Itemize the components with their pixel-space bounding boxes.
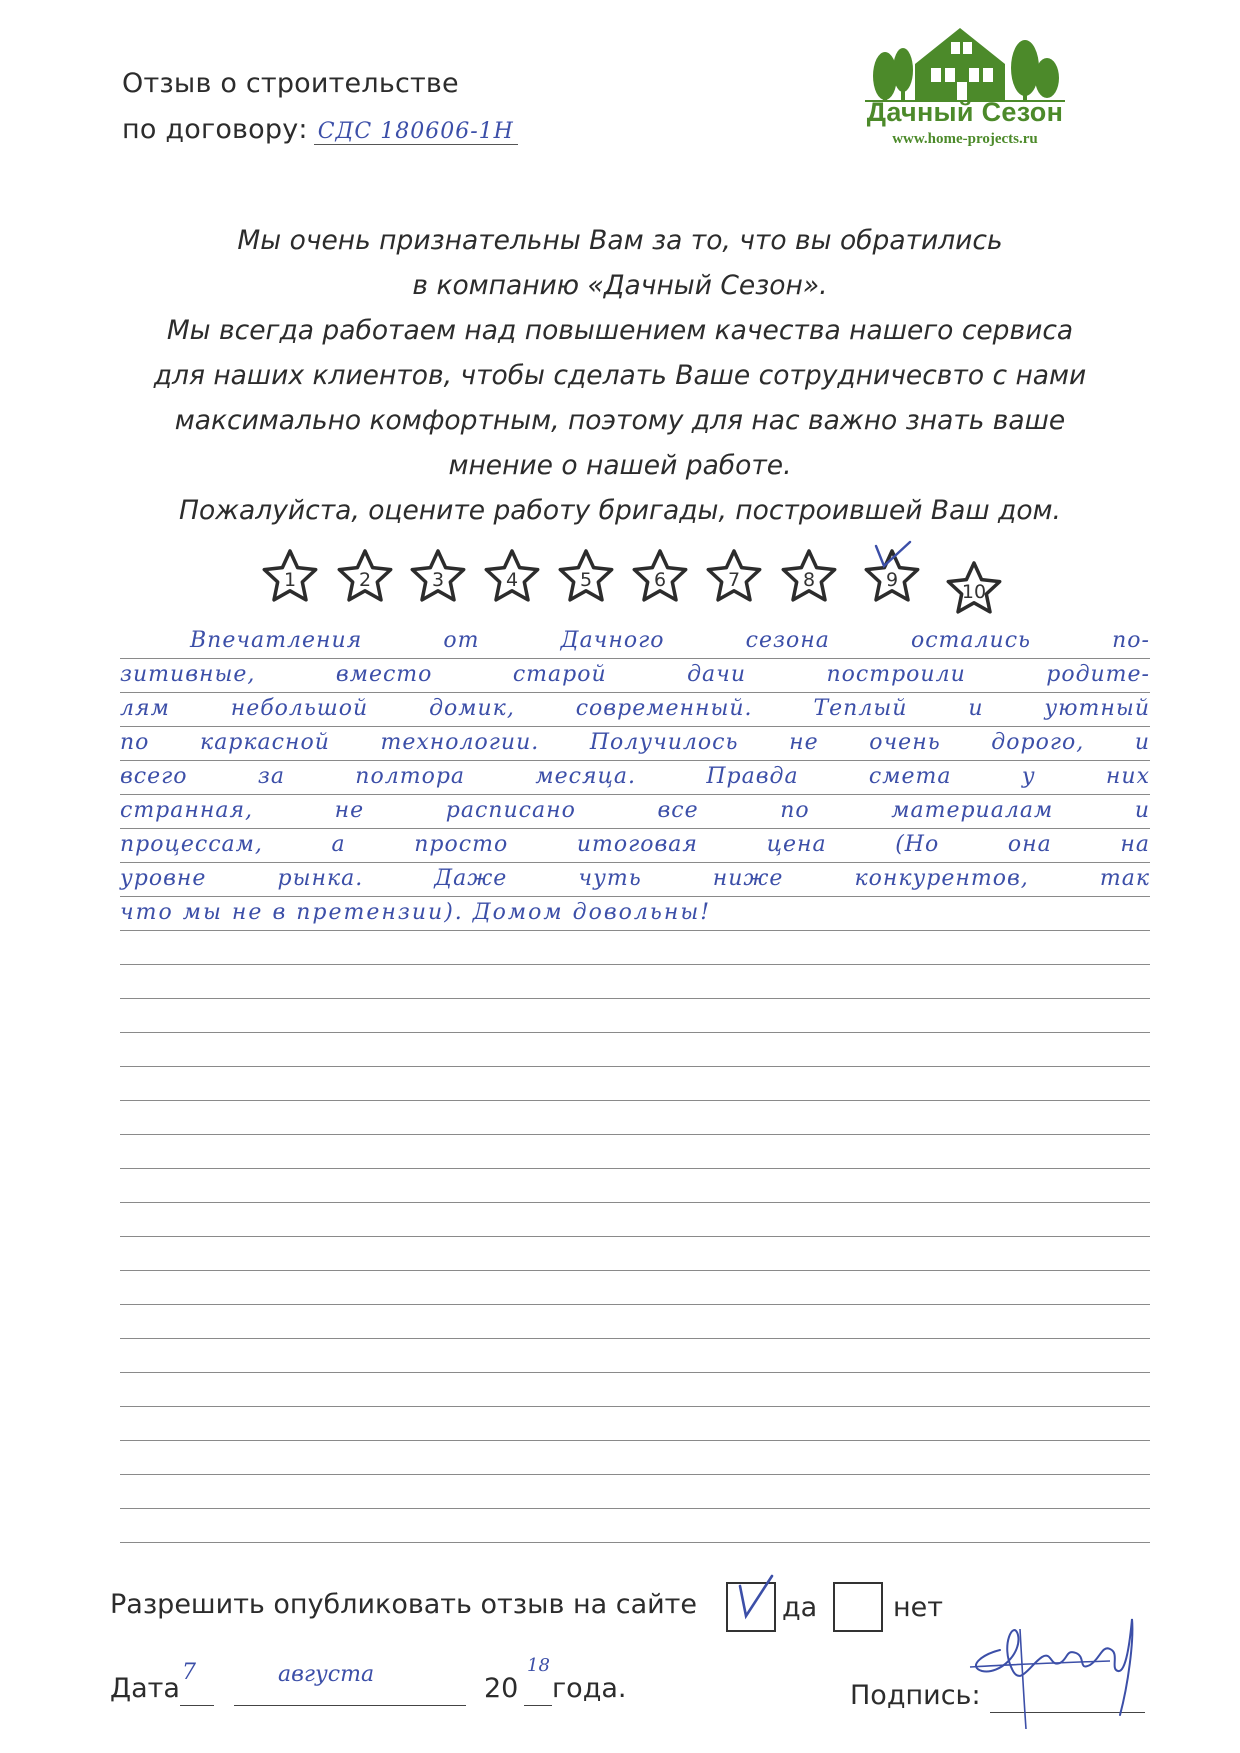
rule-line <box>120 896 1150 897</box>
rating-star-7[interactable] <box>704 548 764 608</box>
review-line: Впечатления от Дачного сезона остались по- <box>190 628 1150 653</box>
rule-line <box>120 1168 1150 1169</box>
rating-star-10[interactable] <box>944 560 1004 620</box>
consent-no-label: нет <box>893 1592 943 1623</box>
rule-line <box>120 1236 1150 1237</box>
review-line: что мы не в претензии). Домом довольны! <box>120 900 712 925</box>
rule-line <box>120 1508 1150 1509</box>
contract-line <box>122 114 518 145</box>
rating-star-label: 3 <box>431 569 445 591</box>
rule-line <box>120 1542 1150 1543</box>
rule-line <box>120 998 1150 999</box>
intro-line: Пожалуйста, оцените работу бригады, построившей Ваш дом. <box>179 495 1061 526</box>
rule-line <box>120 1100 1150 1101</box>
contract-label: по договору: <box>122 114 308 145</box>
rule-line <box>120 862 1150 863</box>
rating-star-6[interactable] <box>630 548 690 608</box>
intro-line: для наших клиентов, чтобы сделать Ваше сотрудничесвто с нами <box>153 360 1087 391</box>
rule-line <box>120 1032 1150 1033</box>
rule-line <box>120 1372 1150 1373</box>
rule-line <box>120 1066 1150 1067</box>
review-line: лям небольшой домик, современный. Теплый и уютный <box>120 696 1150 721</box>
rule-line <box>120 760 1150 761</box>
date-day: 7 <box>182 1660 196 1685</box>
rule-line <box>120 1304 1150 1305</box>
date-month: августа <box>278 1662 375 1687</box>
rating-star-label: 5 <box>579 569 593 591</box>
rule-line <box>120 1134 1150 1135</box>
intro-line: мнение о нашей работе. <box>448 450 792 481</box>
company-logo <box>865 24 1065 158</box>
rating-star-label: 2 <box>358 569 372 591</box>
rating-star-label: 8 <box>802 569 816 591</box>
rating-star-label: 7 <box>727 569 741 591</box>
rule-line <box>120 964 1150 965</box>
rating-star-8[interactable] <box>779 548 839 608</box>
house-trees-icon <box>865 24 1065 102</box>
company-url: www.home-projects.ru <box>892 131 1038 147</box>
rating-star-1[interactable] <box>260 548 320 608</box>
signature-label: Подпись: <box>850 1680 981 1711</box>
review-line: всего за полтора месяца. Правда смета у них <box>120 764 1150 789</box>
day-line <box>180 1705 214 1706</box>
year-prefix: 20 <box>484 1673 519 1704</box>
rating-star-2[interactable] <box>335 548 395 608</box>
date-year: 18 <box>527 1655 550 1676</box>
year-word: года. <box>552 1673 627 1704</box>
rule-line <box>120 1338 1150 1339</box>
rating-star-label: 10 <box>961 581 987 603</box>
publish-consent-label: Разрешить опубликовать отзыв на сайте <box>110 1589 697 1620</box>
rating-star-label: 6 <box>653 569 667 591</box>
review-line: уровне рынка. Даже чуть ниже конкурентов, так <box>120 866 1150 891</box>
consent-no-checkbox[interactable] <box>833 1582 883 1632</box>
review-line: зитивные, вместо старой дачи построили родите- <box>120 662 1150 687</box>
rating-star-3[interactable] <box>408 548 468 608</box>
signature-mark <box>960 1605 1140 1735</box>
rule-line <box>120 692 1150 693</box>
company-name: Дачный Сезон <box>866 97 1064 127</box>
rule-line <box>120 930 1150 931</box>
rating-star-5[interactable] <box>556 548 616 608</box>
intro-line: в компанию «Дачный Сезон». <box>412 270 828 301</box>
review-line: процессам, а просто итоговая цена (Но она на <box>120 832 1150 857</box>
rule-line <box>120 1406 1150 1407</box>
intro-line: максимально комфортным, поэтому для нас важно знать ваше <box>174 405 1066 436</box>
rule-line <box>120 1440 1150 1441</box>
check-mark-icon <box>736 1572 776 1622</box>
review-line: по каркасной технологии. Получилось не очень дорого, и <box>120 730 1150 755</box>
rule-line <box>120 1270 1150 1271</box>
intro-text <box>100 218 1140 533</box>
intro-line: Мы очень признательны Вам за то, что вы обратились <box>237 225 1003 256</box>
check-mark-icon <box>874 540 934 570</box>
contract-number: СДС 180606-1Н <box>314 119 518 145</box>
rule-line <box>120 794 1150 795</box>
rating-star-label: 9 <box>885 569 899 591</box>
rule-line <box>120 726 1150 727</box>
rule-line <box>120 658 1150 659</box>
consent-yes-label: да <box>782 1592 818 1623</box>
rule-line <box>120 828 1150 829</box>
rating-star-4[interactable] <box>482 548 542 608</box>
form-title: Отзыв о строительстве <box>122 68 459 99</box>
rule-line <box>120 1202 1150 1203</box>
rule-line <box>120 1474 1150 1475</box>
date-label: Дата <box>110 1673 180 1704</box>
rating-star-label: 1 <box>283 569 297 591</box>
intro-line: Мы всегда работаем над повышением качества нашего сервиса <box>166 315 1074 346</box>
year-line <box>524 1705 552 1706</box>
review-line: странная, не расписано все по материалам и <box>120 798 1150 823</box>
rating-star-label: 4 <box>505 569 519 591</box>
month-line <box>234 1705 466 1706</box>
